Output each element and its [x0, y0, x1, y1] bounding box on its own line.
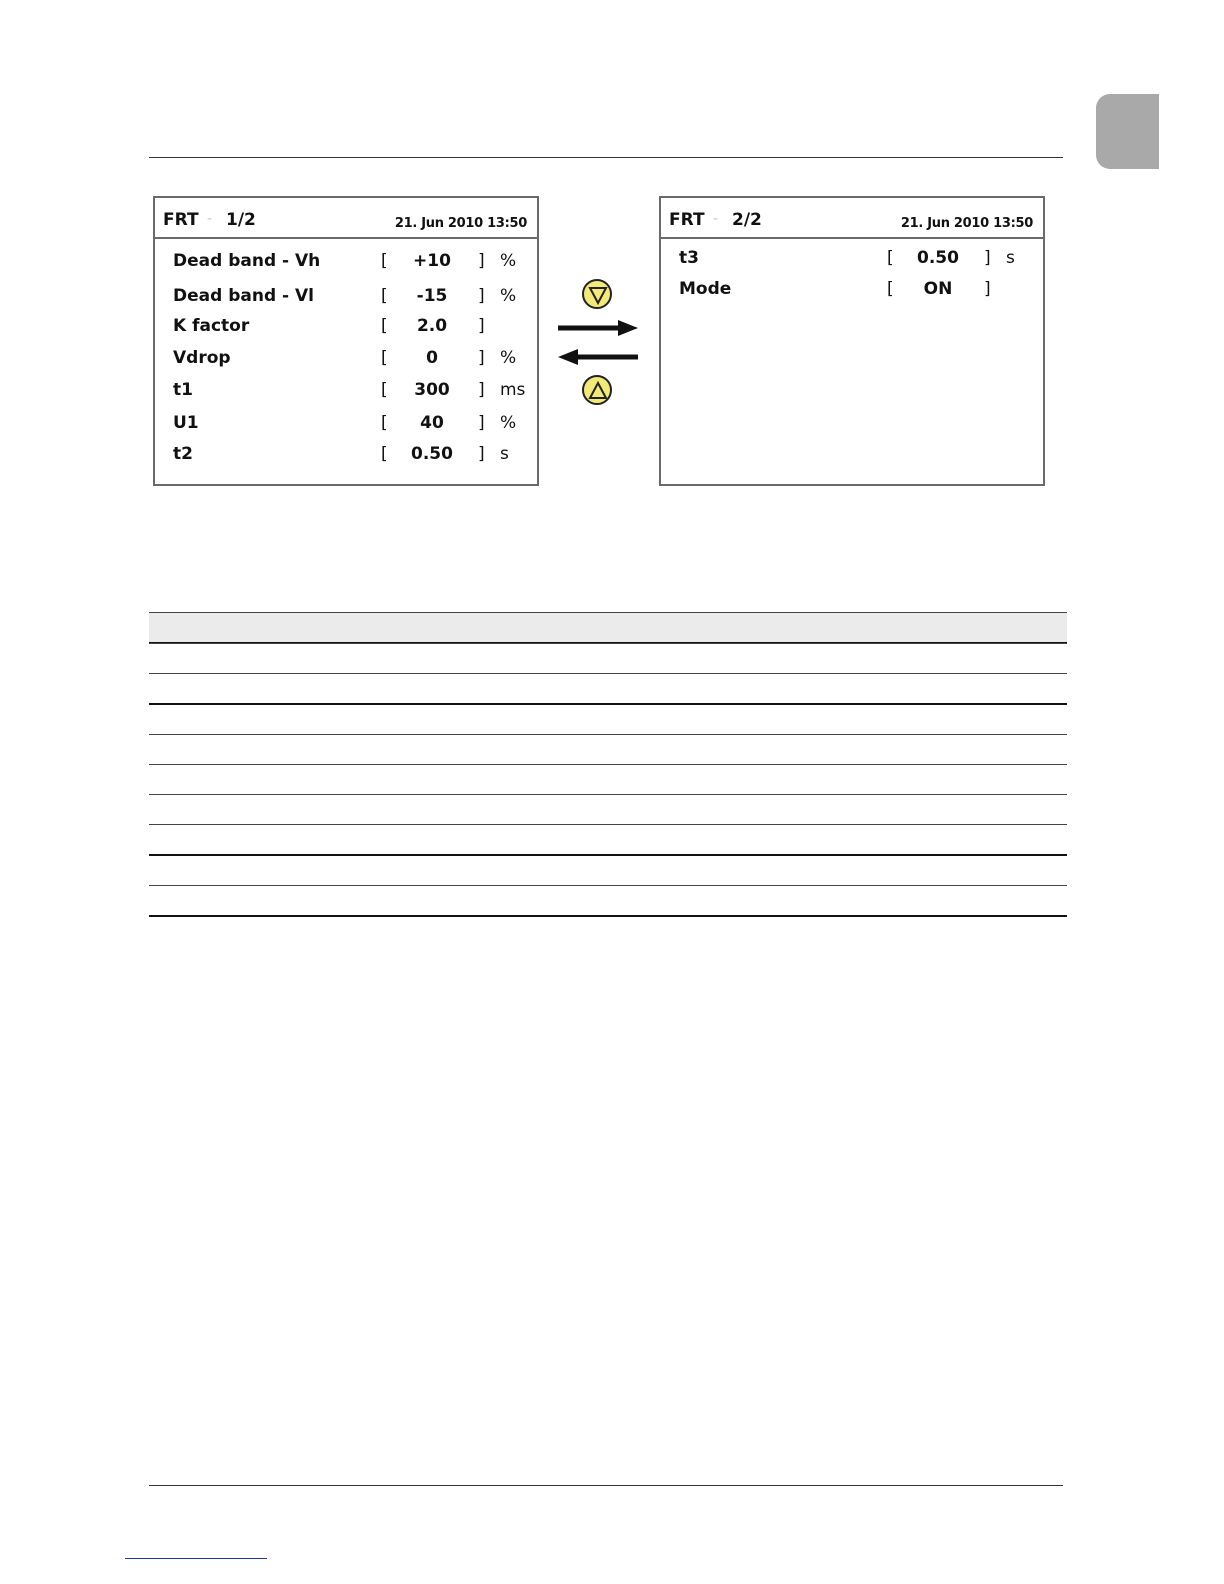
down-key-button[interactable]: [582, 279, 612, 309]
frt-screen-page-2: [659, 196, 1045, 486]
param-unit: s: [1006, 248, 1015, 268]
param-value[interactable]: +10: [413, 251, 451, 271]
bracket-close: ]: [478, 413, 485, 433]
param-value[interactable]: 0: [426, 348, 438, 368]
bracket-open: [: [381, 251, 388, 271]
param-label: Vdrop: [173, 348, 231, 368]
param-unit: %: [500, 286, 517, 306]
bracket-open: [: [381, 380, 388, 400]
page-indicator: 1/2: [226, 210, 256, 230]
param-row-t2[interactable]: [155, 442, 537, 468]
screen-title: FRT: [669, 210, 705, 230]
table-row: [149, 673, 1067, 703]
bracket-close: ]: [478, 286, 485, 306]
bracket-open: [: [381, 286, 388, 306]
table-row: [149, 854, 1067, 885]
bracket-open: [: [887, 279, 894, 299]
param-value[interactable]: ON: [923, 279, 953, 299]
param-unit: s: [500, 444, 509, 464]
bracket-open: [: [381, 413, 388, 433]
title-separator: -: [713, 211, 719, 227]
screen-header: [661, 198, 1043, 239]
bracket-open: [: [381, 444, 388, 464]
bracket-close: ]: [984, 279, 991, 299]
table-row: [149, 643, 1067, 673]
param-row-t3[interactable]: [661, 246, 1043, 272]
bracket-close: ]: [478, 380, 485, 400]
table-row: [149, 824, 1067, 854]
param-row-u1[interactable]: [155, 411, 537, 437]
table-bottom-rule: [149, 915, 1067, 917]
bracket-close: ]: [478, 348, 485, 368]
param-row-vdrop[interactable]: [155, 346, 537, 372]
bracket-close: ]: [478, 316, 485, 336]
bracket-close: ]: [984, 248, 991, 268]
param-value[interactable]: 0.50: [411, 444, 453, 464]
chapter-tab: [1096, 94, 1159, 169]
screen-header: [155, 198, 537, 239]
bracket-open: [: [381, 348, 388, 368]
bracket-close: ]: [478, 444, 485, 464]
param-label: Dead band - Vl: [173, 286, 314, 306]
table-header-row: [149, 612, 1067, 643]
up-key-button[interactable]: [582, 375, 612, 405]
bracket-open: [: [381, 316, 388, 336]
table-row: [149, 885, 1067, 915]
screen-datetime: 21. Jun 2010 13:50: [394, 216, 527, 231]
footer-link-underline[interactable]: [125, 1558, 267, 1559]
param-value[interactable]: -15: [416, 286, 448, 306]
param-label: Mode: [679, 279, 732, 299]
table-row: [149, 734, 1067, 764]
param-value[interactable]: 2.0: [416, 316, 448, 336]
title-separator: -: [207, 211, 213, 227]
param-label: t2: [173, 444, 193, 464]
arrow-right-icon: [556, 318, 640, 338]
param-value[interactable]: 300: [414, 380, 450, 400]
table-row: [149, 794, 1067, 824]
triangle-down-icon: [587, 284, 609, 306]
param-row-mode[interactable]: [661, 277, 1043, 303]
screen-title: FRT: [163, 210, 199, 230]
param-row-dead-band-vl[interactable]: [155, 284, 537, 310]
table-row: [149, 703, 1067, 734]
screen-datetime: 21. Jun 2010 13:50: [900, 216, 1033, 231]
param-value[interactable]: 40: [420, 413, 444, 433]
param-label: U1: [173, 413, 199, 433]
triangle-up-icon: [587, 380, 609, 402]
frt-screen-page-1: [153, 196, 539, 486]
parameter-table: [149, 612, 1067, 917]
bracket-close: ]: [478, 251, 485, 271]
footer-rule: [149, 1485, 1063, 1486]
param-unit: %: [500, 251, 517, 271]
table-row: [149, 764, 1067, 794]
param-label: t3: [679, 248, 699, 268]
param-unit: %: [500, 413, 517, 433]
param-label: t1: [173, 380, 193, 400]
param-label: Dead band - Vh: [173, 251, 321, 271]
arrow-left-icon: [556, 347, 640, 367]
bracket-open: [: [887, 248, 894, 268]
page-indicator: 2/2: [732, 210, 762, 230]
param-unit: ms: [500, 380, 526, 400]
param-row-t1[interactable]: [155, 378, 537, 404]
header-rule: [149, 157, 1063, 158]
param-row-k-factor[interactable]: [155, 314, 537, 340]
param-label: K factor: [173, 316, 250, 336]
param-value[interactable]: 0.50: [917, 248, 959, 268]
param-unit: %: [500, 348, 517, 368]
param-row-dead-band-vh[interactable]: [155, 249, 537, 275]
